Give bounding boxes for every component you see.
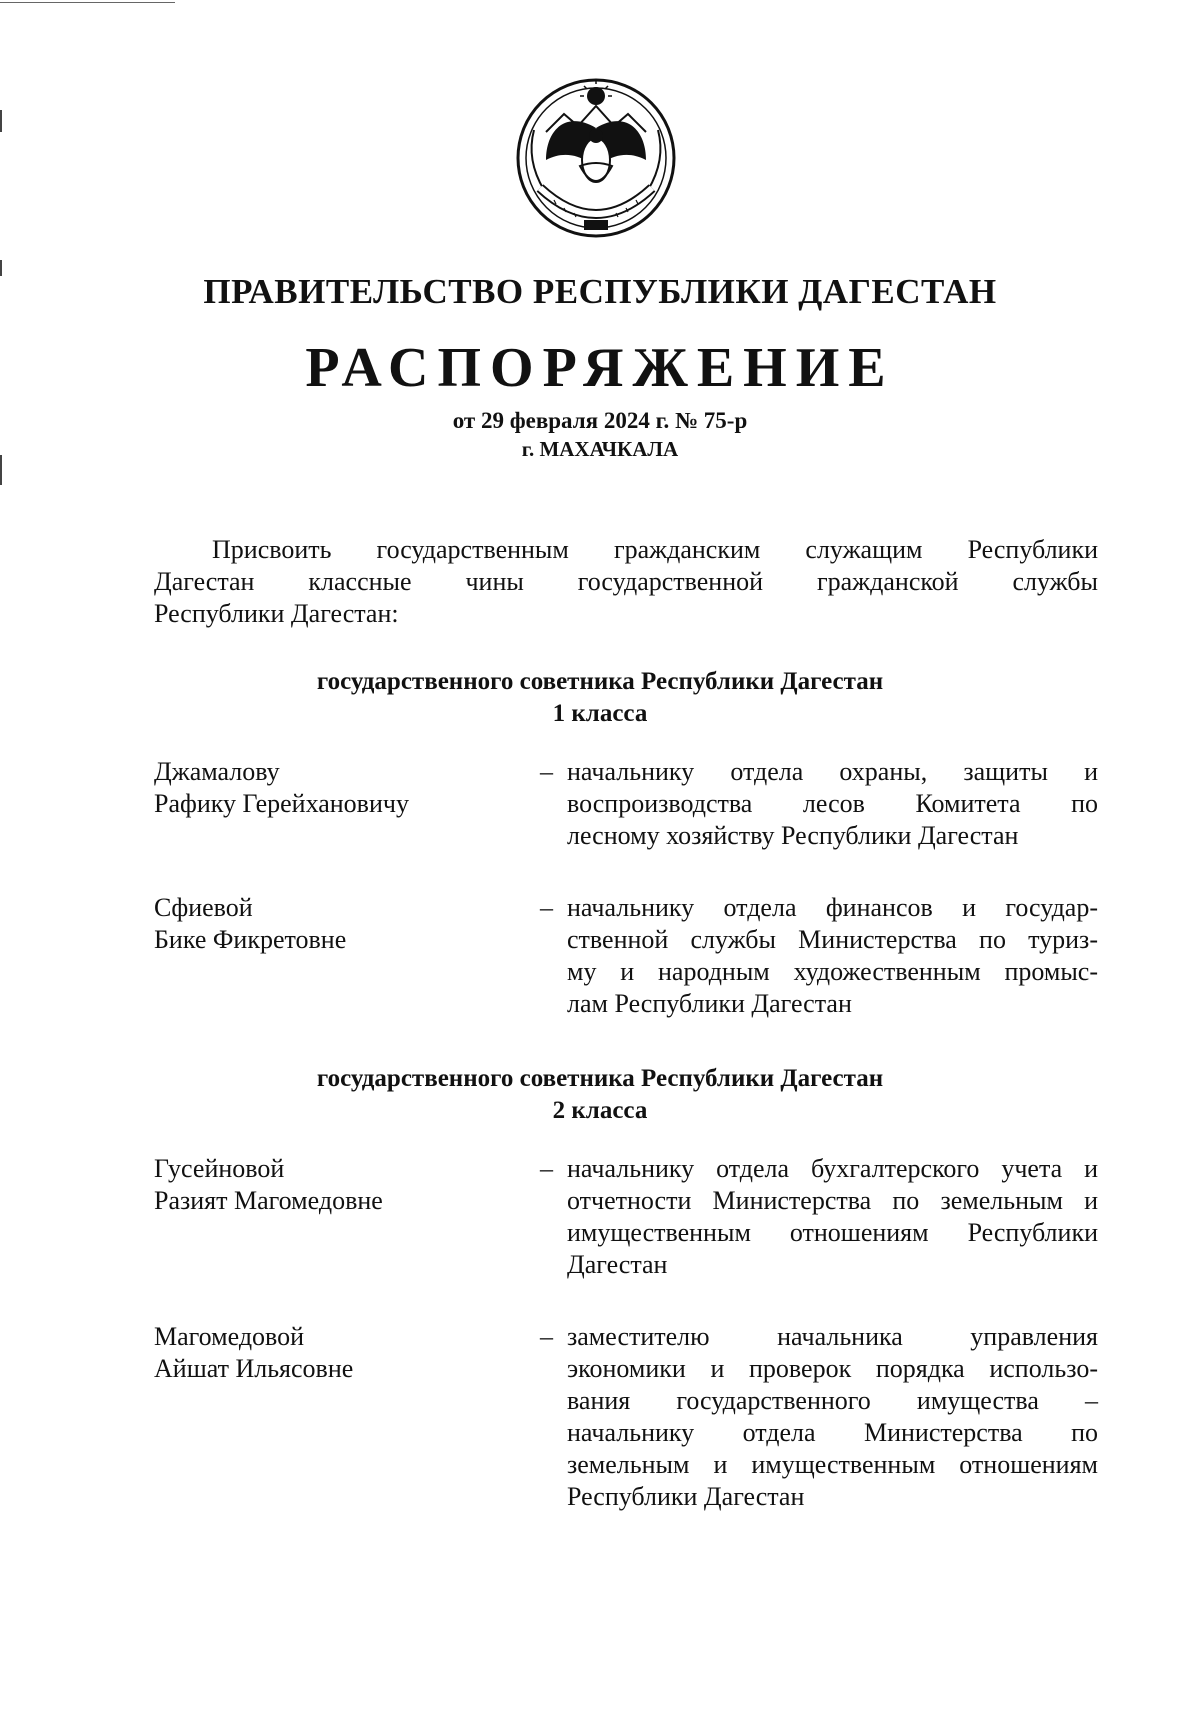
rank-heading (0, 1063, 1200, 1127)
employee-position (567, 1153, 1098, 1281)
intro-line: Присвоить государственным гражданским служащим Республики (212, 535, 1098, 564)
scan-artifact-tick (0, 110, 2, 132)
position-line: начальнику отдела охраны, защиты и (567, 757, 1098, 786)
position-line: заместителю начальника управления (567, 1322, 1098, 1351)
position-line: имущественным отношениям Республики (567, 1218, 1098, 1247)
position-line: воспроизводства лесов Комитета по (567, 789, 1098, 818)
position-line: ственной службы Министерства по туриз- (567, 925, 1098, 954)
employee-name (154, 1153, 534, 1217)
position-line: экономики и проверок порядка использо- (567, 1354, 1098, 1383)
government-title: ПРАВИТЕЛЬСТВО РЕСПУБЛИКИ ДАГЕСТАН (203, 272, 997, 311)
employee-given-names: Айшат Ильясовне (154, 1354, 354, 1383)
intro-line: Республики Дагестан: (154, 599, 399, 628)
employee-position (567, 892, 1098, 1020)
rank-heading-class: 1 класса (552, 700, 648, 727)
employee-surname: Сфиевой (154, 893, 253, 922)
position-line: лесному хозяйству Республики Дагестан (567, 821, 1019, 850)
separator-dash: – (540, 893, 553, 922)
separator-dash: – (540, 1322, 553, 1351)
employee-position (567, 1321, 1098, 1513)
scan-artifact-line (0, 2, 175, 3)
employee-surname: Джамалову (154, 757, 280, 786)
position-line: начальнику отдела бухгалтерского учета и (567, 1154, 1098, 1183)
rank-heading-class: 2 класса (552, 1097, 648, 1124)
separator-dash: – (540, 757, 553, 786)
employee-surname: Гусейновой (154, 1154, 285, 1183)
intro-line: Дагестан классные чины государственной гражданской службы (154, 567, 1098, 596)
position-line: вания государственного имущества – (567, 1386, 1098, 1415)
rank-heading-title: государственного советника Республики Дагестан (316, 1065, 884, 1092)
position-line: Дагестан (567, 1250, 668, 1279)
position-line: му и народным художественным промыс- (567, 957, 1098, 986)
position-line: начальнику отдела финансов и государ- (567, 893, 1098, 922)
position-line: отчетности Министерства по земельным и (567, 1186, 1098, 1215)
employee-given-names: Рафику Герейхановичу (154, 789, 409, 818)
employee-name (154, 756, 534, 820)
employee-given-names: Бике Фикретовне (154, 925, 347, 954)
position-line: начальнику отдела Министерства по (567, 1418, 1098, 1447)
dagestan-emblem-icon (506, 70, 686, 250)
rank-heading (0, 666, 1200, 730)
document-type-title: РАСПОРЯЖЕНИЕ (305, 337, 895, 399)
position-line: земельным и имущественным отношениям (567, 1450, 1098, 1479)
intro-paragraph (154, 534, 1098, 630)
separator-dash: – (540, 1154, 553, 1183)
rank-heading-title: государственного советника Республики Дагестан (316, 668, 884, 695)
document-city: г. МАХАЧКАЛА (521, 437, 679, 461)
position-line: лам Республики Дагестан (567, 989, 852, 1018)
position-line: Республики Дагестан (567, 1482, 805, 1511)
employee-given-names: Разият Магомедовне (154, 1186, 383, 1215)
employee-name (154, 1321, 534, 1385)
employee-name (154, 892, 534, 956)
document-date-number: от 29 февраля 2024 г. № 75-р (452, 408, 748, 433)
employee-position (567, 756, 1098, 852)
employee-surname: Магомедовой (154, 1322, 305, 1351)
